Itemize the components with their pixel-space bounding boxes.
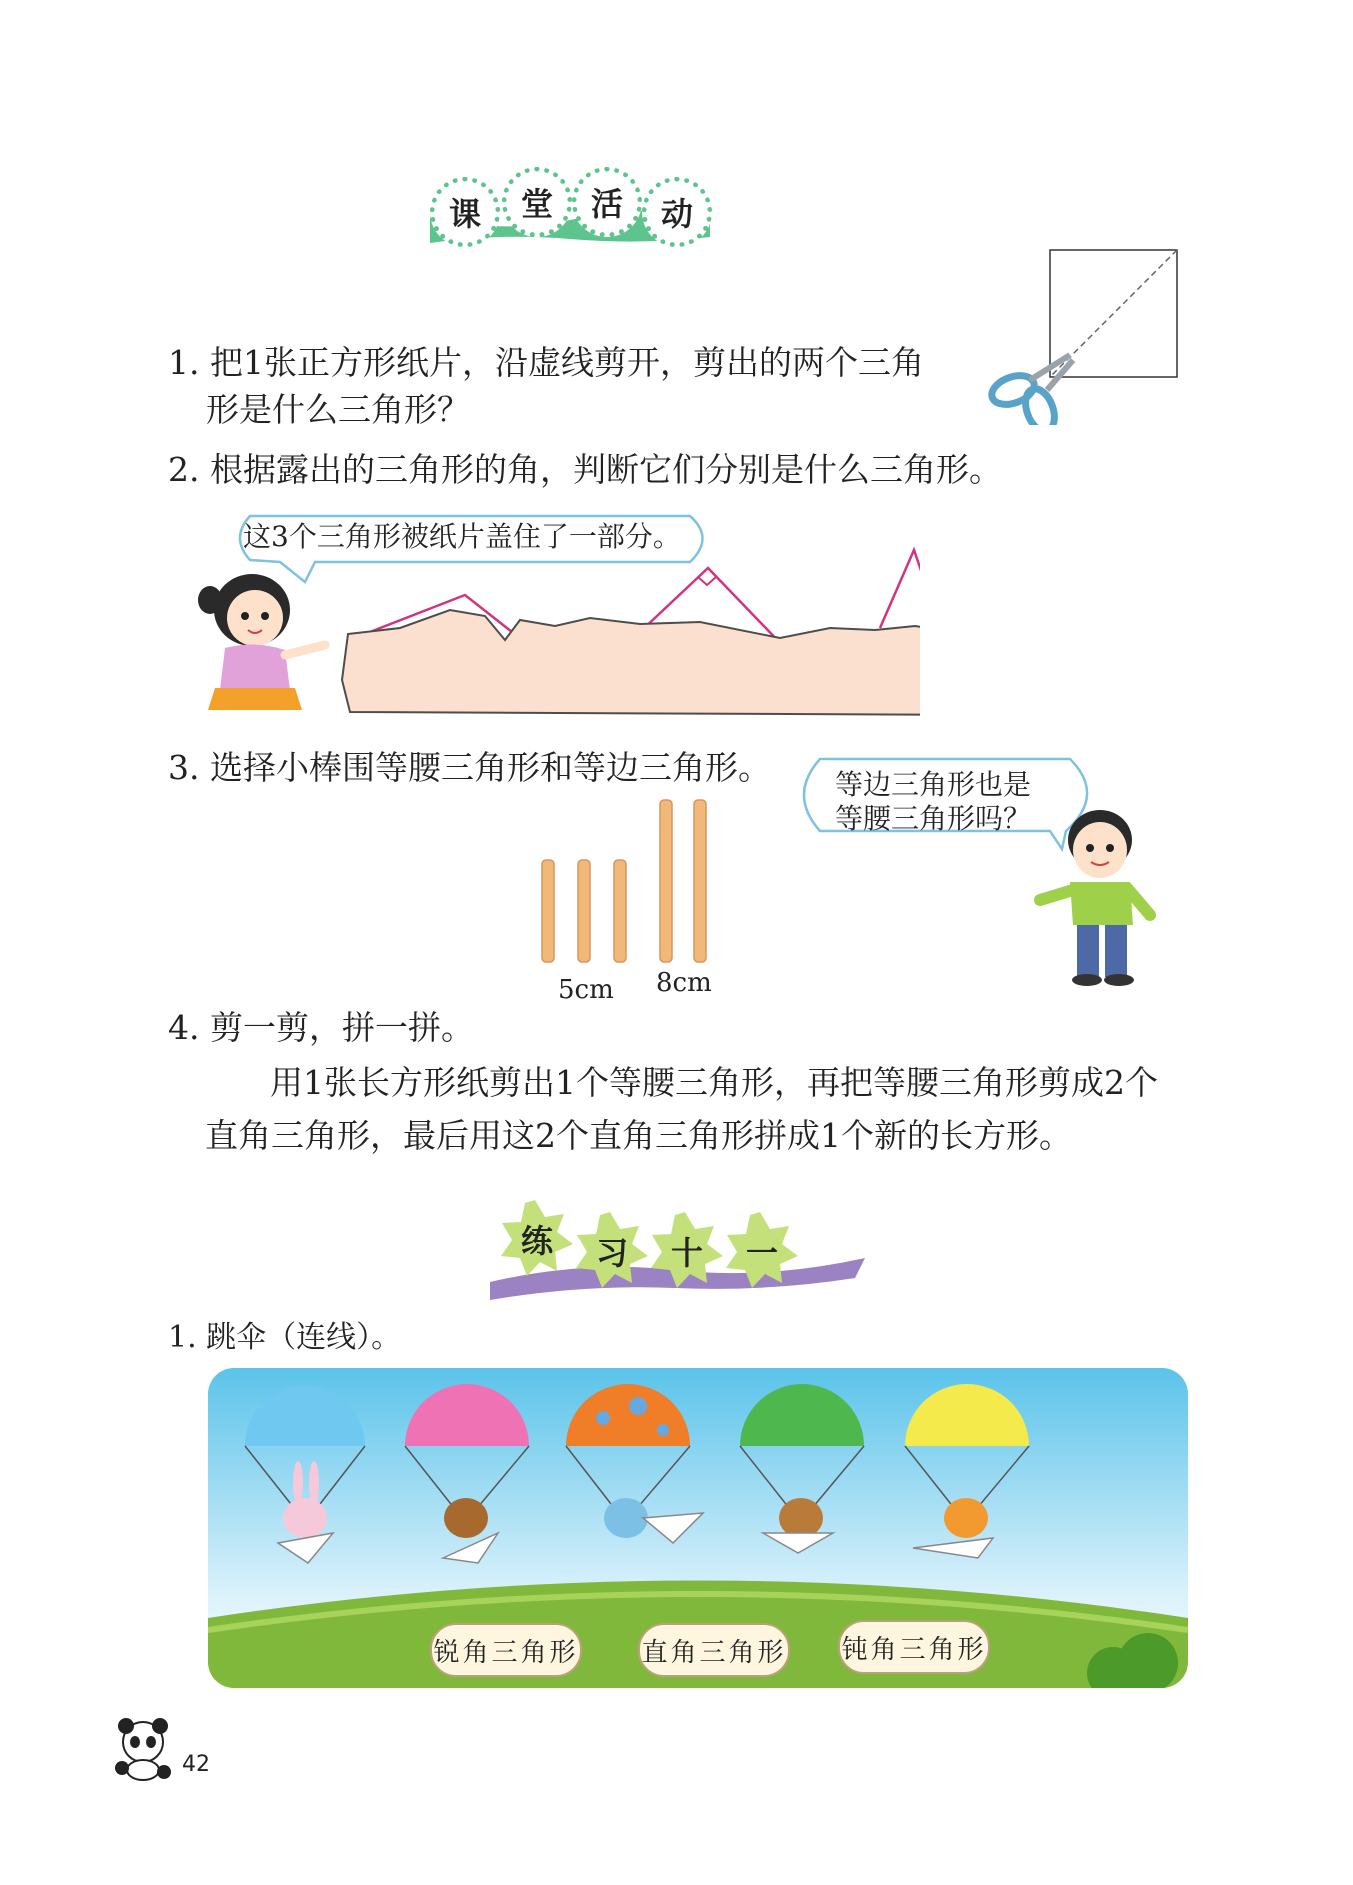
exercise-banner: [485, 1200, 870, 1310]
q4-line1: 用1张长方形纸剪出1个等腰三角形，再把等腰三角形剪成2个: [270, 1063, 1158, 1102]
option-obtuse-triangle[interactable]: 钝角三角形: [838, 1620, 990, 1674]
q1-line1: 1. 把1张正方形纸片，沿虚线剪开，剪出的两个三角: [168, 343, 924, 382]
exercise-char-4: 一: [745, 1234, 778, 1272]
q3-bubble-line1: 等边三角形也是: [835, 768, 1032, 801]
activity-banner: [420, 165, 720, 255]
right-angle-mark: [698, 577, 716, 585]
exercise-char-1: 练: [520, 1222, 553, 1260]
q4-title: 4. 剪一剪，拼一拼。: [168, 1008, 474, 1047]
exercise-char-2: 习: [595, 1234, 628, 1272]
stick-short-1: [542, 860, 554, 962]
torn-paper: [342, 610, 920, 715]
ex1-title: 1. 跳伞（连线）。: [168, 1320, 402, 1355]
stick-long-1: [660, 800, 672, 962]
square-paper-with-scissors: [985, 245, 1185, 425]
option-acute-triangle[interactable]: 锐角三角形: [430, 1623, 582, 1677]
triangle-card-3: [643, 1513, 703, 1543]
q2-bubble-text: 这3个三角形被纸片盖住了一部分。: [243, 520, 681, 553]
page-number: 42: [182, 1752, 210, 1777]
banner-char-1: 课: [448, 195, 481, 233]
parachute-5: [905, 1384, 1029, 1558]
stick-short-3: [614, 860, 626, 962]
q3-bubble-line2: 等腰三角形吗？: [835, 802, 1032, 835]
parachute-2: [405, 1384, 529, 1563]
parachute-scene: [208, 1368, 1188, 1688]
option-right-triangle[interactable]: 直角三角形: [638, 1623, 790, 1677]
stick-label-short: 5cm: [558, 975, 614, 1005]
triangle-card-4: [763, 1533, 833, 1553]
covered-triangles-figure: [340, 540, 920, 730]
banner-char-3: 活: [590, 185, 623, 223]
parachute-4: [740, 1384, 864, 1553]
parachute-1: [245, 1386, 365, 1563]
q4-line2: 直角三角形，最后用这2个直角三角形拼成1个新的长方形。: [205, 1116, 1072, 1155]
q2-text: 2. 根据露出的三角形的角，判断它们分别是什么三角形。: [168, 450, 1002, 489]
sticks-figure: [538, 795, 718, 975]
banner-char-4: 动: [660, 195, 693, 233]
q3-text: 3. 选择小棒围等腰三角形和等边三角形。: [168, 748, 771, 787]
boy-illustration: [1015, 800, 1165, 990]
panda-icon: [108, 1712, 178, 1782]
banner-char-2: 堂: [520, 185, 553, 223]
parachute-3: [566, 1384, 703, 1543]
q1-line2: 形是什么三角形？: [206, 390, 470, 429]
exercise-char-3: 十: [670, 1234, 703, 1272]
stick-short-2: [578, 860, 590, 962]
stick-label-long: 8cm: [656, 968, 712, 998]
stick-long-2: [694, 800, 706, 962]
triangle-card-1: [278, 1533, 333, 1563]
girl-illustration: [190, 570, 340, 720]
triangle-card-5: [913, 1538, 993, 1558]
